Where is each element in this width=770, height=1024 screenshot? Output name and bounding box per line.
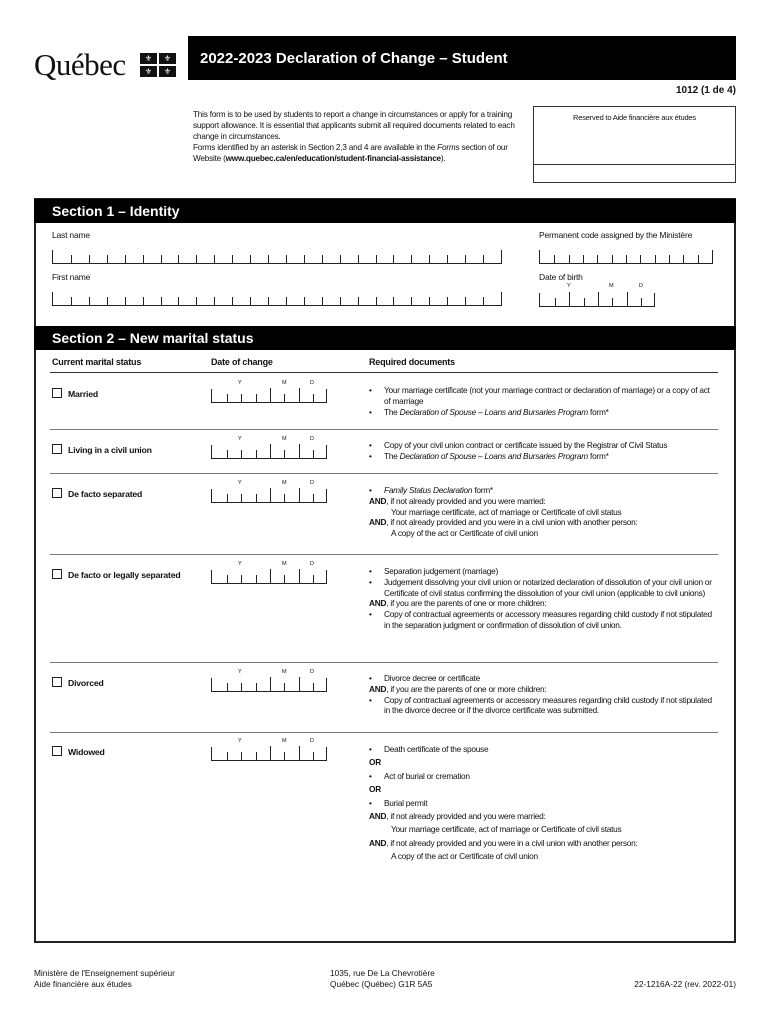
dob-label: Date of birth (539, 272, 583, 282)
comb-tick (125, 297, 126, 305)
date-tick (284, 752, 285, 760)
date-tick (256, 450, 257, 458)
date-tick (256, 575, 257, 583)
date-comb (211, 570, 327, 584)
date-tick (313, 683, 314, 691)
date-tick (284, 394, 285, 402)
comb-tick (358, 255, 359, 263)
comb-tick (640, 255, 641, 263)
married-docs: • Your marriage certificate (not your marriage contract or declaration of marriage) or a copy of act of marriage • The Declaration of Spouse – Loans and Bursaries Program form* (369, 385, 714, 417)
widowed-label: Widowed (68, 747, 105, 757)
widowed-docs: • Death certificate of the spouse OR • Act of burial or cremation OR • Burial permit AND, if not already provided and you were married: Your marriage certificate, act of marriage or Certificate of civil status AND, if not already provided and you were in a civil union with another person: A copy of the act or Certificate of civil union (369, 743, 714, 864)
comb-tick (322, 255, 323, 263)
date-m-label: M (282, 669, 287, 675)
comb-tick (340, 297, 341, 305)
footer-ministry: Ministère de l'Enseignement supérieur Aide financière aux études (34, 968, 175, 989)
dob-d: D (639, 283, 643, 289)
comb-tick (71, 297, 72, 305)
date-tick (313, 394, 314, 402)
date-tick (299, 746, 300, 760)
date-tick (299, 569, 300, 583)
comb-tick (161, 297, 162, 305)
legally-separated-checkbox[interactable] (52, 569, 62, 579)
date-y-label: Y (238, 380, 242, 386)
date-tick (313, 752, 314, 760)
comb-tick (669, 255, 670, 263)
civil-union-docs: • Copy of your civil union contract or certificate issued by the Registrar of Civil Status • The Declaration of Spouse – Loans and Bursaries Program form* (369, 440, 714, 462)
date-tick (299, 388, 300, 402)
comb-tick (429, 255, 430, 263)
date-tick (299, 444, 300, 458)
comb-tick (89, 297, 90, 305)
date-tick (256, 683, 257, 691)
date-tick (598, 292, 599, 306)
date-tick (612, 298, 613, 306)
comb-tick (178, 297, 179, 305)
date-tick (313, 575, 314, 583)
section2-header: Section 2 – New marital status (34, 326, 736, 350)
comb-tick (107, 297, 108, 305)
date-tick (284, 683, 285, 691)
married-checkbox[interactable] (52, 388, 62, 398)
date-comb (211, 678, 327, 692)
date-tick (241, 394, 242, 402)
date-m-label: M (282, 561, 287, 567)
fleur-de-lis-icon: ⚜ ⚜ ⚜ ⚜ (140, 53, 176, 77)
comb-tick (268, 255, 269, 263)
comb-tick (286, 297, 287, 305)
comb-tick (250, 297, 251, 305)
date-y-label: Y (238, 738, 242, 744)
date-tick (227, 683, 228, 691)
date-tick (284, 575, 285, 583)
date-y-label: Y (238, 436, 242, 442)
date-tick (284, 450, 285, 458)
comb-tick (250, 255, 251, 263)
comb-tick (447, 297, 448, 305)
comb-tick (626, 255, 627, 263)
comb-tick (196, 255, 197, 263)
date-d-label: D (310, 738, 314, 744)
date-m-label: M (282, 480, 287, 486)
divider (50, 732, 718, 733)
comb-tick (465, 297, 466, 305)
date-tick (555, 298, 556, 306)
date-comb (211, 747, 327, 761)
widowed-checkbox[interactable] (52, 746, 62, 756)
divider (50, 372, 718, 373)
divider (50, 662, 718, 663)
divorced-label: Divorced (68, 678, 104, 688)
dob-m: M (609, 283, 614, 289)
date-m-label: M (282, 380, 287, 386)
date-tick (256, 752, 257, 760)
comb-tick (569, 255, 570, 263)
date-d-label: D (310, 669, 314, 675)
de-facto-separated-docs: • Family Status Declaration form* AND, if not already provided and you were married: Your marriage certificate, act of marriage or Certificate of civil status AND, if not already provided and you were in a civil union with another person: A copy of the act or Certificate of civil union (369, 485, 714, 539)
date-d-label: D (310, 380, 314, 386)
date-tick (241, 575, 242, 583)
date-tick (256, 394, 257, 402)
comb-tick (554, 255, 555, 263)
married-label: Married (68, 389, 98, 399)
permanent-code-label: Permanent code assigned by the Ministère (539, 230, 693, 240)
comb-tick (465, 255, 466, 263)
comb-tick (143, 255, 144, 263)
date-tick (270, 488, 271, 502)
comb-tick (125, 255, 126, 263)
divider (50, 473, 718, 474)
comb-tick (322, 297, 323, 305)
comb-tick (358, 297, 359, 305)
comb-tick (683, 255, 684, 263)
comb-tick (71, 255, 72, 263)
date-tick (270, 569, 271, 583)
de-facto-separated-checkbox[interactable] (52, 488, 62, 498)
date-y-label: Y (238, 480, 242, 486)
date-tick (299, 488, 300, 502)
dob-y: Y (567, 283, 571, 289)
divider (50, 554, 718, 555)
date-d-label: D (310, 436, 314, 442)
comb-tick (89, 255, 90, 263)
dob-field[interactable] (539, 293, 655, 307)
date-tick (584, 298, 585, 306)
form-number: 1012 (1 de 4) (675, 85, 736, 96)
legally-separated-label: De facto or legally separated (68, 570, 181, 580)
date-tick (313, 494, 314, 502)
quebec-logo: Québec (34, 47, 126, 82)
divider (50, 429, 718, 430)
intro-text: This form is to be used by students to report a change in circumstances or apply for a training support allowance. It is essential that applicants submit all required documents related to each change in circumstances. Forms identified by an asterisk in Section 2,3 and 4 are available in the Forms section of our Website (www.quebec.ca/en/education/student-financial-assistance). (193, 110, 515, 163)
divorced-docs: • Divorce decree or certificate AND, if you are the parents of one or more children: • Copy of contractual agreements or accessory measures regarding child custody if not stipulated in the divorce decree or if the divorce certificate was submitted. (369, 673, 714, 716)
permanent-code-field[interactable] (539, 250, 713, 264)
date-comb (211, 489, 327, 503)
date-tick (256, 494, 257, 502)
last-name-label: Last name (52, 230, 90, 240)
legally-separated-docs: • Separation judgement (marriage) • Judgement dissolving your civil union or notarized declaration of dissolution of your civil union or Certificate of civil status confirming the dissolution of your civil union (applicable to civil unions) AND, if you are the parents of one or more children: • Copy of contractual agreements or accessory measures regarding child custody if not stipulated in the separation judgment or confirmation of dissolution of civil union. (369, 566, 714, 631)
comb-tick (196, 297, 197, 305)
comb-tick (376, 297, 377, 305)
date-y-label: Y (238, 561, 242, 567)
civil-union-label: Living in a civil union (68, 445, 152, 455)
date-tick (241, 494, 242, 502)
comb-tick (340, 255, 341, 263)
col-status-header: Current marital status (52, 357, 142, 367)
divorced-checkbox[interactable] (52, 677, 62, 687)
date-tick (569, 292, 570, 306)
comb-tick (214, 255, 215, 263)
col-date-header: Date of change (211, 357, 273, 367)
comb-tick (612, 255, 613, 263)
date-tick (313, 450, 314, 458)
first-name-field[interactable] (52, 292, 502, 306)
date-d-label: D (310, 561, 314, 567)
comb-tick (411, 255, 412, 263)
comb-tick (447, 255, 448, 263)
last-name-field[interactable] (52, 250, 502, 264)
date-tick (241, 683, 242, 691)
date-tick (270, 677, 271, 691)
comb-tick (304, 255, 305, 263)
comb-tick (597, 255, 598, 263)
comb-tick (232, 255, 233, 263)
footer-code: 22-1216A-22 (rev. 2022-01) (634, 979, 736, 989)
comb-tick (483, 255, 484, 263)
date-tick (270, 444, 271, 458)
comb-tick (583, 255, 584, 263)
date-tick (227, 394, 228, 402)
comb-tick (655, 255, 656, 263)
date-y-label: Y (238, 669, 242, 675)
date-tick (270, 388, 271, 402)
date-tick (270, 746, 271, 760)
comb-tick (698, 255, 699, 263)
comb-tick (268, 297, 269, 305)
comb-tick (304, 297, 305, 305)
date-comb (211, 445, 327, 459)
civil-union-checkbox[interactable] (52, 444, 62, 454)
date-d-label: D (310, 480, 314, 486)
date-m-label: M (282, 738, 287, 744)
comb-tick (178, 255, 179, 263)
section1-header: Section 1 – Identity (34, 199, 736, 223)
date-comb (211, 389, 327, 403)
comb-tick (393, 255, 394, 263)
comb-tick (483, 297, 484, 305)
footer-address: 1035, rue De La Chevrotière Québec (Québec) G1R 5A5 (330, 968, 435, 989)
form-title: 2022-2023 Declaration of Change – Student (188, 36, 736, 80)
comb-tick (393, 297, 394, 305)
date-tick (227, 494, 228, 502)
date-tick (627, 292, 628, 306)
date-m-label: M (282, 436, 287, 442)
date-tick (227, 450, 228, 458)
date-tick (241, 752, 242, 760)
comb-tick (376, 255, 377, 263)
date-tick (227, 752, 228, 760)
comb-tick (107, 255, 108, 263)
date-tick (299, 677, 300, 691)
date-tick (227, 575, 228, 583)
first-name-label: First name (52, 272, 91, 282)
comb-tick (429, 297, 430, 305)
comb-tick (161, 255, 162, 263)
date-tick (641, 298, 642, 306)
comb-tick (286, 255, 287, 263)
comb-tick (214, 297, 215, 305)
reserved-box: Reserved to Aide financière aux études (533, 106, 736, 183)
comb-tick (411, 297, 412, 305)
col-docs-header: Required documents (369, 357, 455, 367)
de-facto-separated-label: De facto separated (68, 489, 143, 499)
date-tick (284, 494, 285, 502)
comb-tick (143, 297, 144, 305)
date-tick (241, 450, 242, 458)
comb-tick (232, 297, 233, 305)
